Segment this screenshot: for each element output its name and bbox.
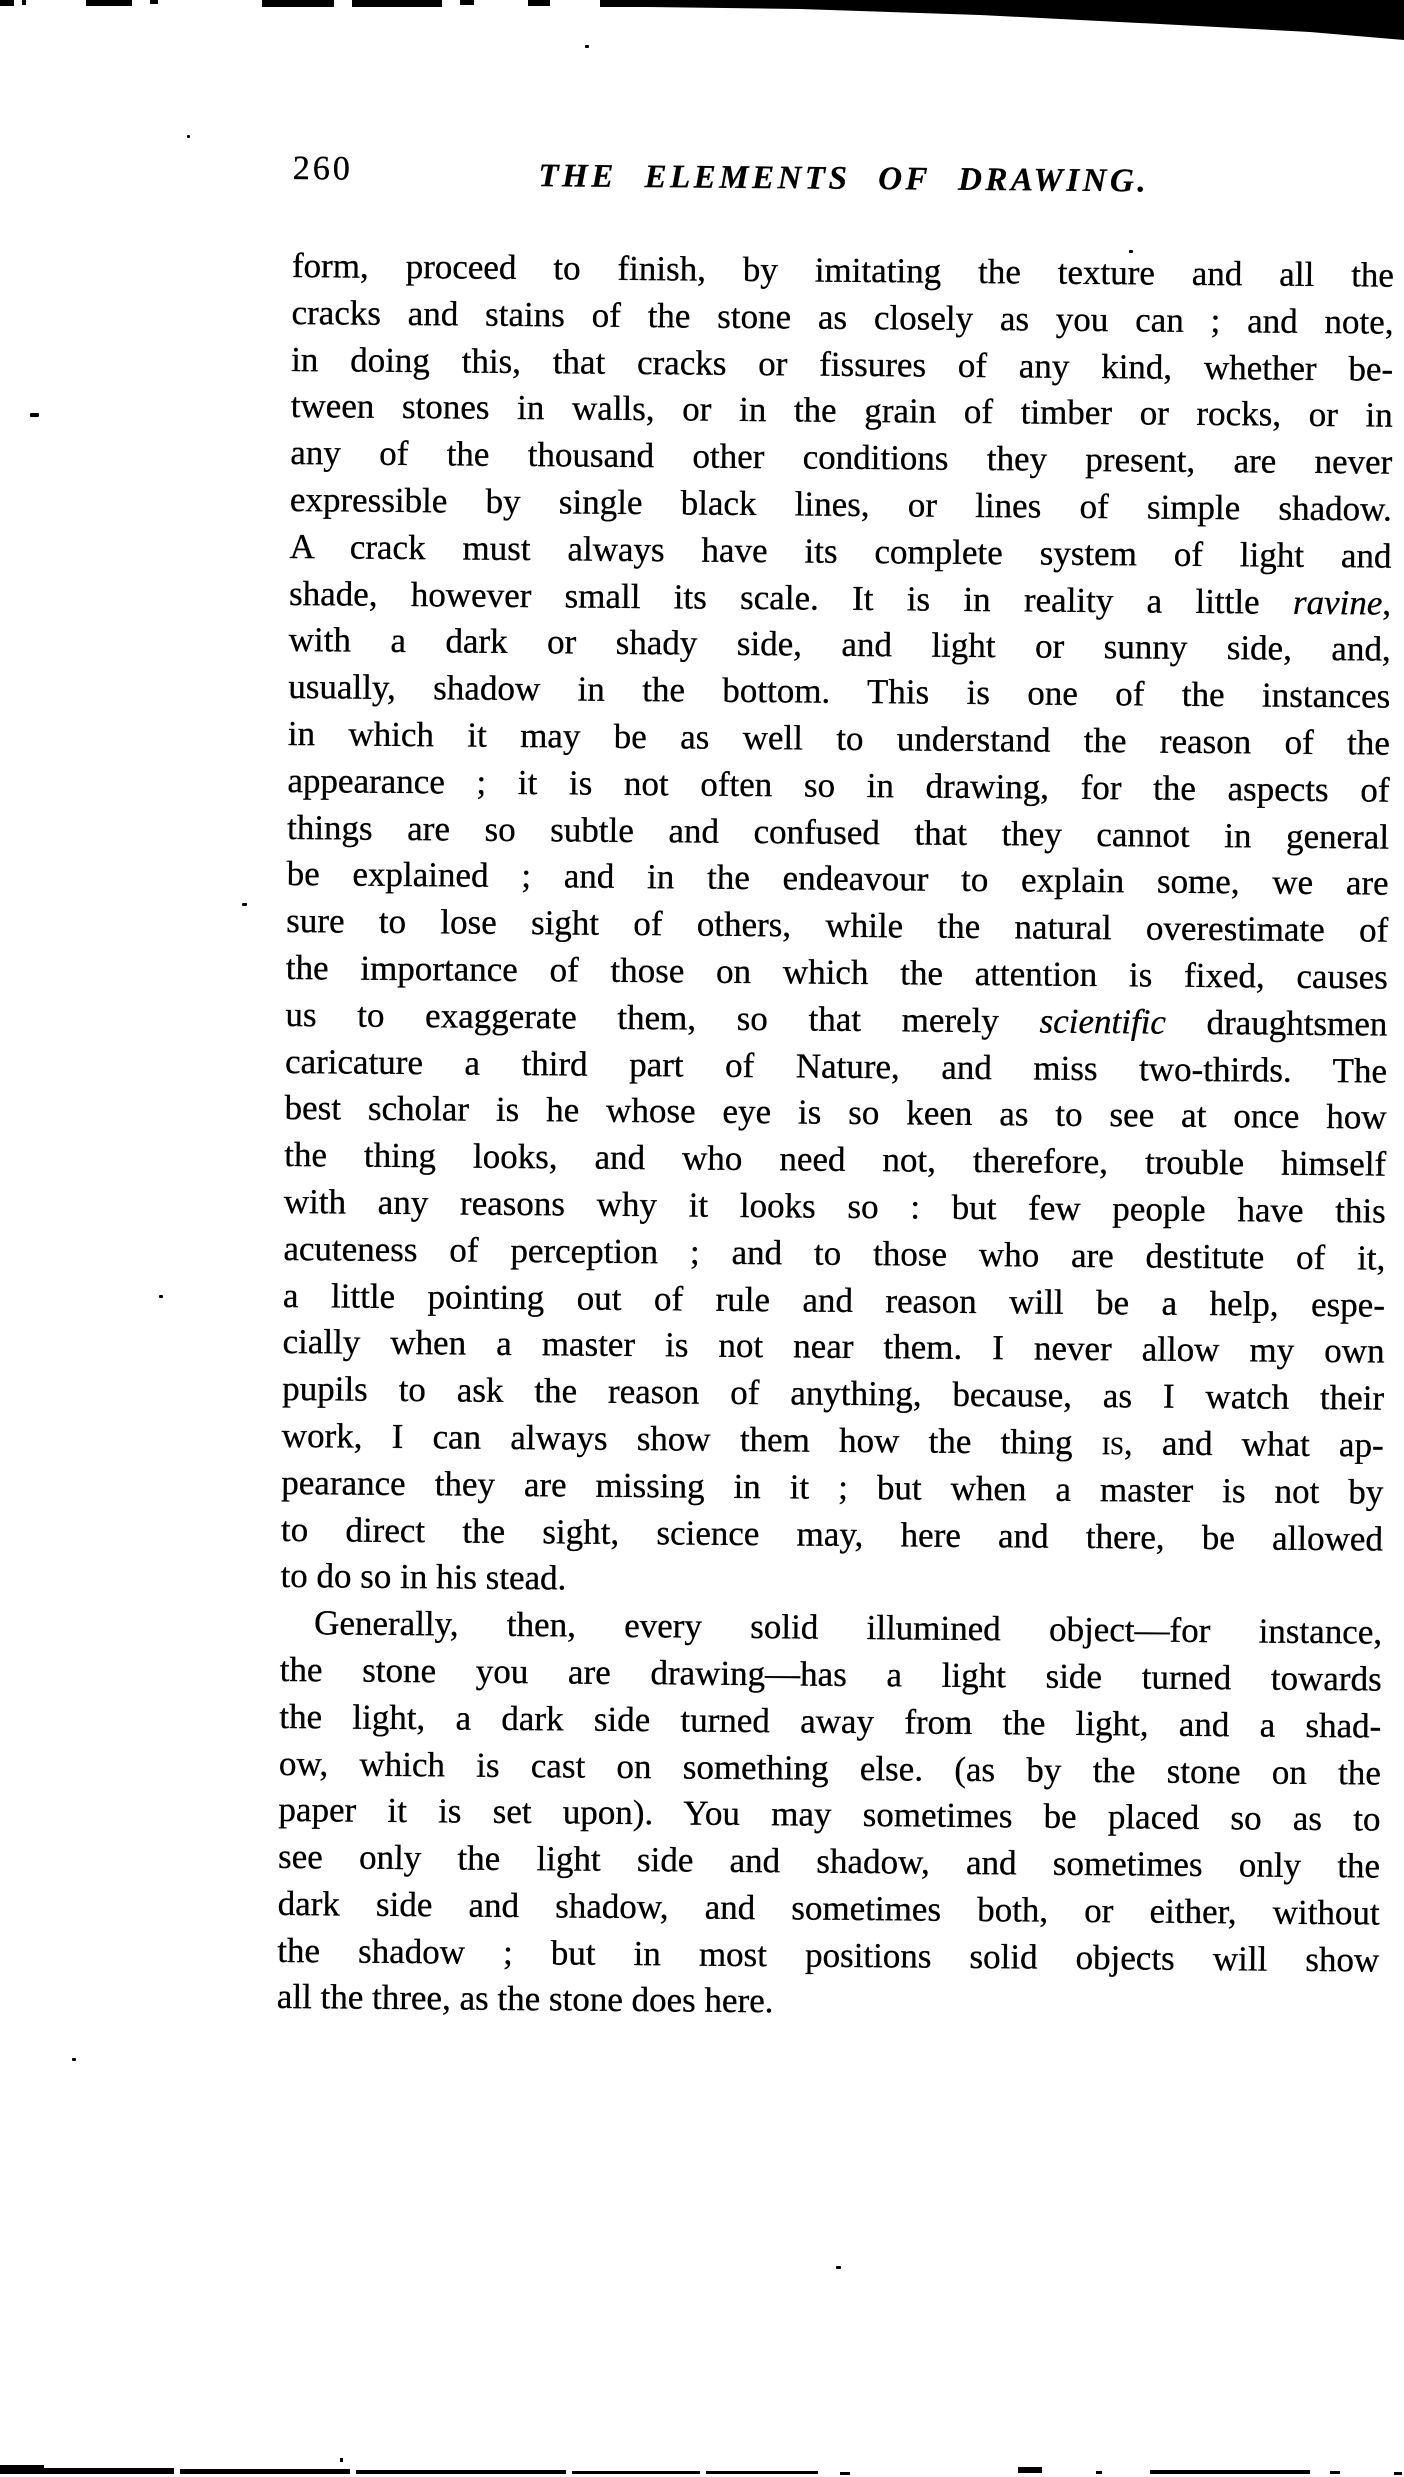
text-line: paper it is set upon). You may sometimes be placed so as to (278, 1790, 1381, 1839)
text-line: to direct the sight, science may, here and there, be allowed (280, 1509, 1384, 1559)
text-line: pupils to ask the reason of anything, because, as I watch their (282, 1369, 1385, 1418)
text-line: the importance of those on which the attention is fixed, causes (285, 947, 1388, 997)
text-line: with a dark or shady side, and light or sunny side, and, (288, 620, 1391, 669)
running-title: THE ELEMENTS OF DRAWING. (538, 158, 1150, 200)
scan-artifact-top-edge (0, 0, 1404, 48)
text-line: acuteness of perception ; and to those who are destitute of it, (283, 1228, 1386, 1278)
ink-speck (187, 135, 190, 138)
text-line: expressible by single black lines, or lines of simple shadow. (289, 479, 1393, 529)
text-line: us to exaggerate them, so that merely scientific draughtsmen (285, 994, 1388, 1044)
text-line: be explained ; and in the endeavour to explain some, we are (286, 854, 1389, 903)
ink-speck (836, 2266, 841, 2269)
text-line: work, I can always show them how the thing is, and what ap- (281, 1415, 1384, 1465)
text-line: caricature a third part of Nature, and miss two-thirds. The (284, 1041, 1388, 1091)
text-line: cially when a master is not near them. I never allow my own (282, 1322, 1385, 1371)
text-line: see only the light side and shadow, and sometimes only the (277, 1837, 1381, 1886)
ink-speck (242, 903, 247, 906)
page-number: 260 (292, 150, 353, 188)
text-line: dark side and shadow, and sometimes both, or either, without (277, 1883, 1380, 1933)
text-line: ow, which is cast on something else. (as by the stone on the (278, 1743, 1382, 1793)
text-line: things are so subtle and confused that they cannot in general (286, 807, 1390, 857)
text-line: Generally, then, every solid illumined object—for instance, (313, 1603, 1383, 1652)
text-line: any of the thousand other conditions they present, are never (290, 433, 1393, 482)
scan-artifact-bottom-edge (0, 2458, 1404, 2477)
page-header (292, 150, 1395, 253)
text-line: the shadow ; but in most positions solid objects will show (277, 1930, 1380, 1980)
ink-speck (72, 2058, 76, 2061)
text-line: A crack must always have its complete system of light and (289, 526, 1392, 576)
body-text (277, 243, 1394, 2031)
ink-speck (30, 413, 39, 417)
text-line: sure to lose sight of others, while the natural overestimate of (286, 901, 1389, 950)
text-line: tween stones in walls, or in the grain of timber or rocks, or in (290, 386, 1393, 435)
text-line: in which it may be as well to understand the reason of the (287, 713, 1391, 763)
text-line: in doing this, that cracks or fissures of any kind, whether be- (291, 339, 1394, 389)
page-content (277, 150, 1395, 2031)
text-line: the light, a dark side turned away from the light, and a shad- (279, 1696, 1382, 1746)
text-line: a little pointing out of rule and reason will be a help, espe- (282, 1275, 1386, 1325)
text-line: with any reasons why it looks so : but few people have this (283, 1181, 1386, 1231)
text-line: the thing looks, and who need not, therefore, trouble himself (284, 1135, 1387, 1184)
text-line: best scholar is he whose eye is so keen as to see at once how (284, 1088, 1387, 1137)
text-line: cracks and stains of the stone as closely as you can ; and note, (291, 292, 1394, 342)
text-line: usually, shadow in the bottom. This is one of the instances (288, 667, 1391, 716)
ink-speck (159, 1295, 163, 1298)
text-line: all the three, as the stone does here. (276, 1977, 774, 2021)
text-line: shade, however small its scale. It is in reality a little ravine, (288, 573, 1392, 623)
text-line: form, proceed to finish, by imitating the texture and all the (291, 245, 1395, 295)
text-line: the stone you are drawing—has a light side turned towards (279, 1649, 1382, 1699)
text-line: to do so in his stead. (280, 1556, 567, 1598)
text-line: appearance ; it is not often so in drawing, for the aspects of (287, 760, 1390, 810)
text-line: pearance they are missing in it ; but when a master is not by (281, 1462, 1384, 1512)
ink-speck (585, 45, 589, 48)
